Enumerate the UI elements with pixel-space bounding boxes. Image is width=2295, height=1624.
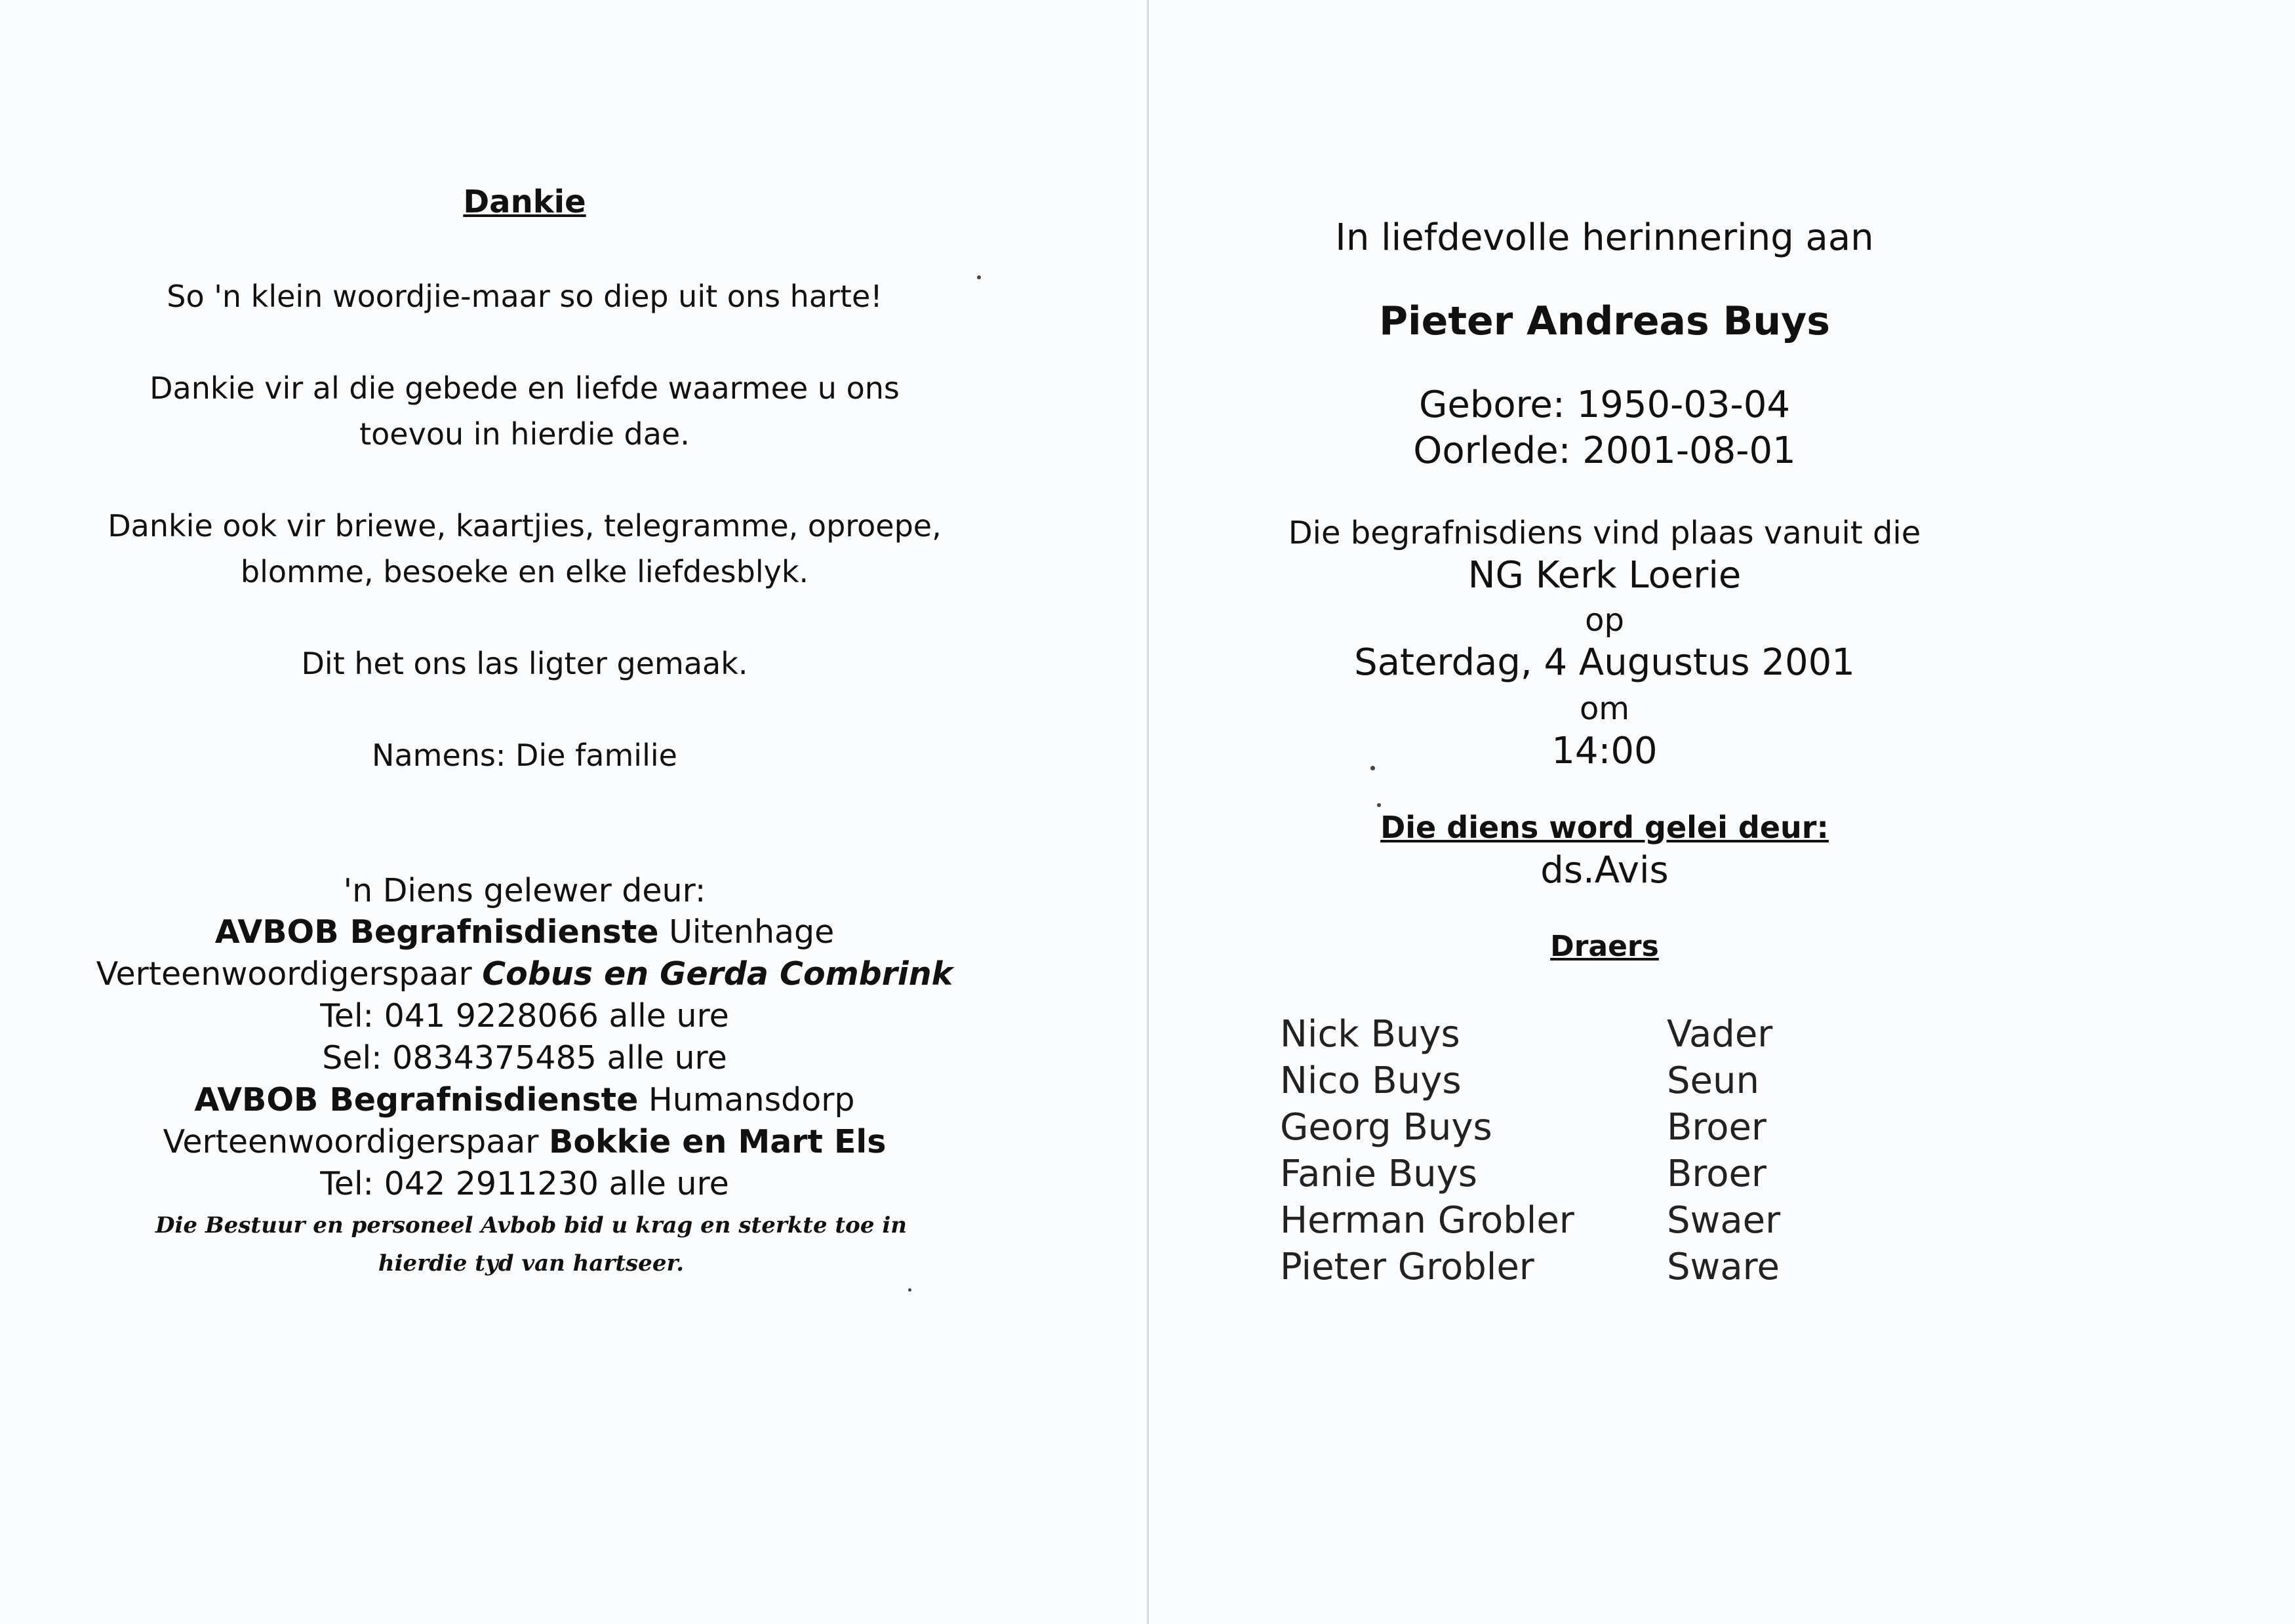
- service-intro: 'n Diens gelewer deur:: [343, 872, 706, 909]
- bearer-relation: Seun: [1667, 1060, 1759, 1102]
- church-name: NG Kerk Loerie: [1467, 554, 1742, 597]
- bearer-relation: Swaer: [1667, 1199, 1781, 1242]
- service-location-intro: Die begrafnisdiens vind plaas vanuit die: [1288, 515, 1921, 551]
- service-time: 14:00: [1551, 730, 1658, 772]
- provider-1-name: AVBOB Begrafnisdienste: [214, 913, 659, 951]
- op-word: op: [1585, 602, 1624, 639]
- born-label: Gebore:: [1418, 384, 1565, 426]
- bearer-relation: Sware: [1667, 1246, 1780, 1288]
- right-page: [1149, 0, 2295, 1624]
- bearers-heading: Draers: [1550, 930, 1659, 963]
- service-date: Saterdag, 4 Augustus 2001: [1354, 641, 1855, 684]
- died-line: [1149, 429, 2060, 472]
- bearer-relation: Broer: [1667, 1153, 1766, 1195]
- bearer-name: Georg Buys: [1280, 1106, 1492, 1149]
- thanks-title: Dankie: [463, 184, 586, 220]
- speck: [908, 1288, 911, 1292]
- died-label: Oorlede:: [1413, 429, 1571, 472]
- rep-1-names: Cobus en Gerda Combrink: [482, 955, 953, 993]
- born-line: [1149, 384, 2060, 426]
- representatives-2: [0, 1123, 1049, 1160]
- bearer-name: Nico Buys: [1280, 1060, 1462, 1102]
- cell-1: Sel: 0834375485 alle ure: [322, 1039, 727, 1077]
- in-memory-heading: In liefdevolle herinnering aan: [1335, 216, 1874, 259]
- speck: [1377, 803, 1381, 807]
- bearer-name: Pieter Grobler: [1280, 1246, 1534, 1288]
- provider-1: [0, 913, 1049, 951]
- provider-2-town: Humansdorp: [648, 1081, 855, 1119]
- deceased-name: Pieter Andreas Buys: [1379, 298, 1830, 344]
- bearer-relation: Vader: [1667, 1013, 1773, 1056]
- speck: [1370, 766, 1375, 770]
- signed-by-family: Namens: Die familie: [372, 738, 677, 773]
- bearer-name: Fanie Buys: [1280, 1153, 1477, 1195]
- officiant-name: ds.Avis: [1540, 849, 1669, 892]
- provider-2-name: AVBOB Begrafnisdienste: [194, 1081, 639, 1119]
- died-date: 2001-08-01: [1582, 429, 1796, 472]
- provider-1-town: Uitenhage: [669, 913, 835, 951]
- rep-2-names: Bokkie en Mart Els: [549, 1123, 887, 1160]
- closing-message: Die Bestuur en personeel Avbob bid u krag en sterkte toe in hierdie tyd van hartseer.: [155, 1212, 907, 1277]
- thanks-line-3b: blomme, besoeke en elke liefdesblyk.: [240, 554, 809, 589]
- rep-label-2: Verteenwoordigerspaar: [163, 1123, 539, 1160]
- provider-2: [0, 1081, 1049, 1119]
- thanks-line-2b: toevou in hierdie dae.: [359, 416, 690, 452]
- bearer-name: Nick Buys: [1280, 1013, 1460, 1056]
- bearer-relation: Broer: [1667, 1106, 1766, 1149]
- thanks-line-4: Dit het ons las ligter gemaak.: [301, 646, 748, 681]
- thanks-line-3a: Dankie ook vir briewe, kaartjies, telegramme, oproepe,: [108, 508, 942, 544]
- tel-2: Tel: 042 2911230 alle ure: [320, 1165, 729, 1202]
- rep-label-1: Verteenwoordigerspaar: [96, 955, 472, 993]
- speck: [977, 275, 981, 279]
- thanks-line-1: So 'n klein woordjie-maar so diep uit ons harte!: [167, 279, 883, 314]
- tel-1: Tel: 041 9228066 alle ure: [320, 997, 729, 1035]
- bearer-name: Herman Grobler: [1280, 1199, 1574, 1242]
- thanks-line-2a: Dankie vir al die gebede en liefde waarmee u ons: [150, 370, 900, 406]
- representatives-1: [0, 955, 1049, 993]
- officiant-heading: Die diens word gelei deur:: [1380, 810, 1829, 845]
- born-date: 1950-03-04: [1576, 384, 1791, 426]
- om-word: om: [1579, 690, 1630, 727]
